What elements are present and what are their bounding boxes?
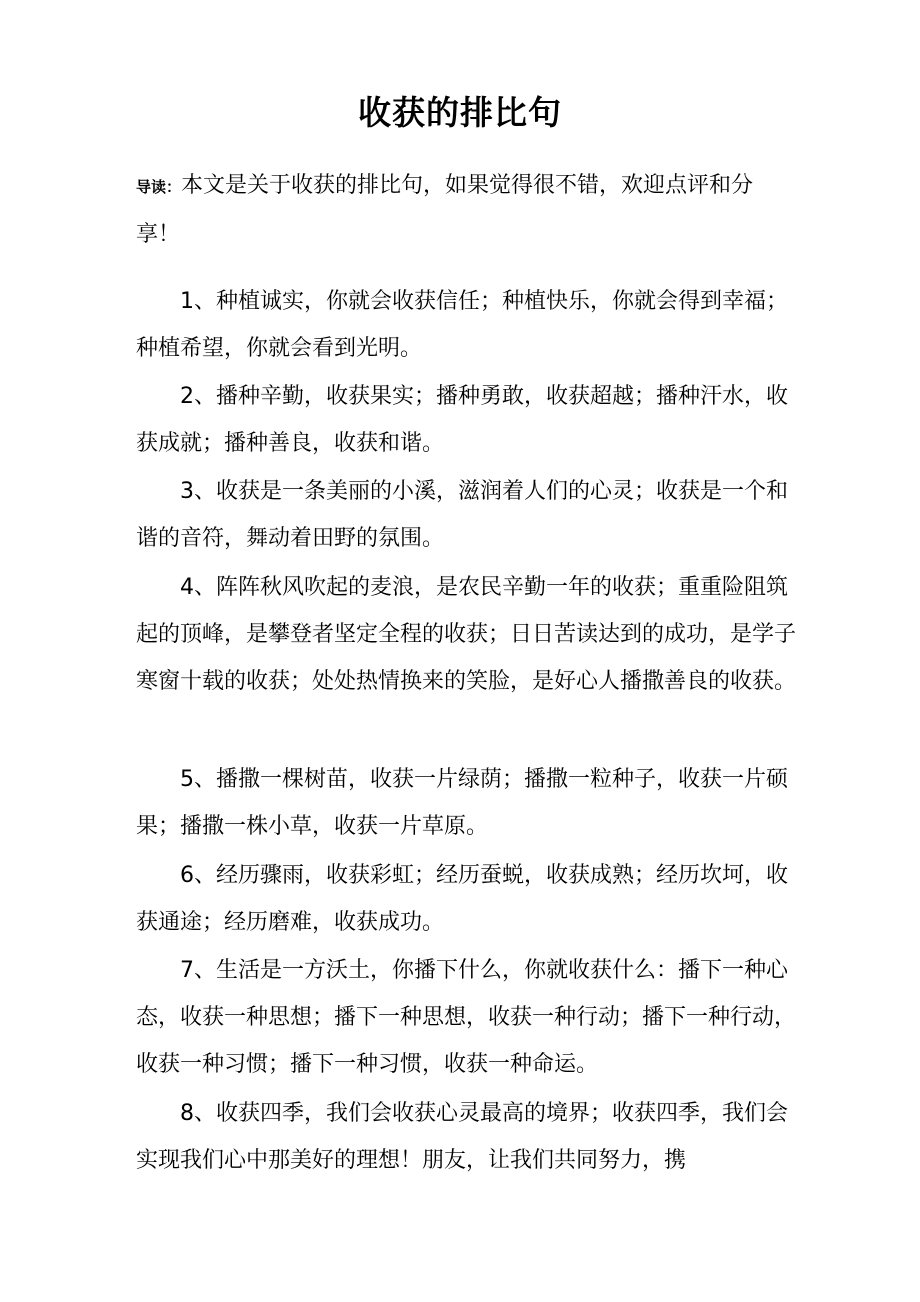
paragraph-5: 5、播撒一棵树苗，收获一片绿荫；播撒一粒种子，收获一片硕 果；播撒一株小草，收获一片草原。 xyxy=(136,767,788,839)
document-title: 收获的排比句 xyxy=(358,93,562,132)
intro-paragraph xyxy=(136,162,796,258)
paragraph-7: 7、生活是一方沃土，你播下什么，你就收获什么：播下一种心 态，收获一种思想；播下一种思想，收获一种行动；播下一种行动， 收获一种习惯；播下一种习惯，收获一种命运。 xyxy=(136,958,797,1077)
paragraph-2: 2、播种辛勤，收获果实；播种勇敢，收获超越；播种汗水，收 获成就；播种善良，收获和谐。 xyxy=(136,384,788,456)
intro-label: 导读： xyxy=(136,178,182,196)
paragraph-1: 1、种植诚实，你就会收获信任；种植快乐，你就会得到幸福； 种植希望，你就会看到光明。 xyxy=(136,289,788,361)
paragraph-3: 3、收获是一条美丽的小溪，滋润着人们的心灵；收获是一个和 谐的音符，舞动着田野的氛围。 xyxy=(136,479,788,551)
paragraph-4: 4、阵阵秋风吹起的麦浪，是农民辛勤一年的收获；重重险阻筑 起的顶峰，是攀登者坚定全程的收获；日日苦读达到的成功，是学子 寒窗十载的收获；处处热情换来的笑脸，是好心人播撒善良的收获。 xyxy=(136,575,797,694)
intro-text: 本文是关于收获的排比句，如果觉得很不错，欢迎点评和分享！ xyxy=(136,173,754,247)
paragraph-8: 8、收获四季，我们会收获心灵最高的境界；收获四季，我们会 实现我们心中那美好的理想！朋友，让我们共同努力，携 xyxy=(136,1101,788,1173)
paragraph-6: 6、经历骤雨，收获彩虹；经历蚕蜕，收获成熟；经历坎坷，收 获通途；经历磨难，收获成功。 xyxy=(136,863,788,935)
